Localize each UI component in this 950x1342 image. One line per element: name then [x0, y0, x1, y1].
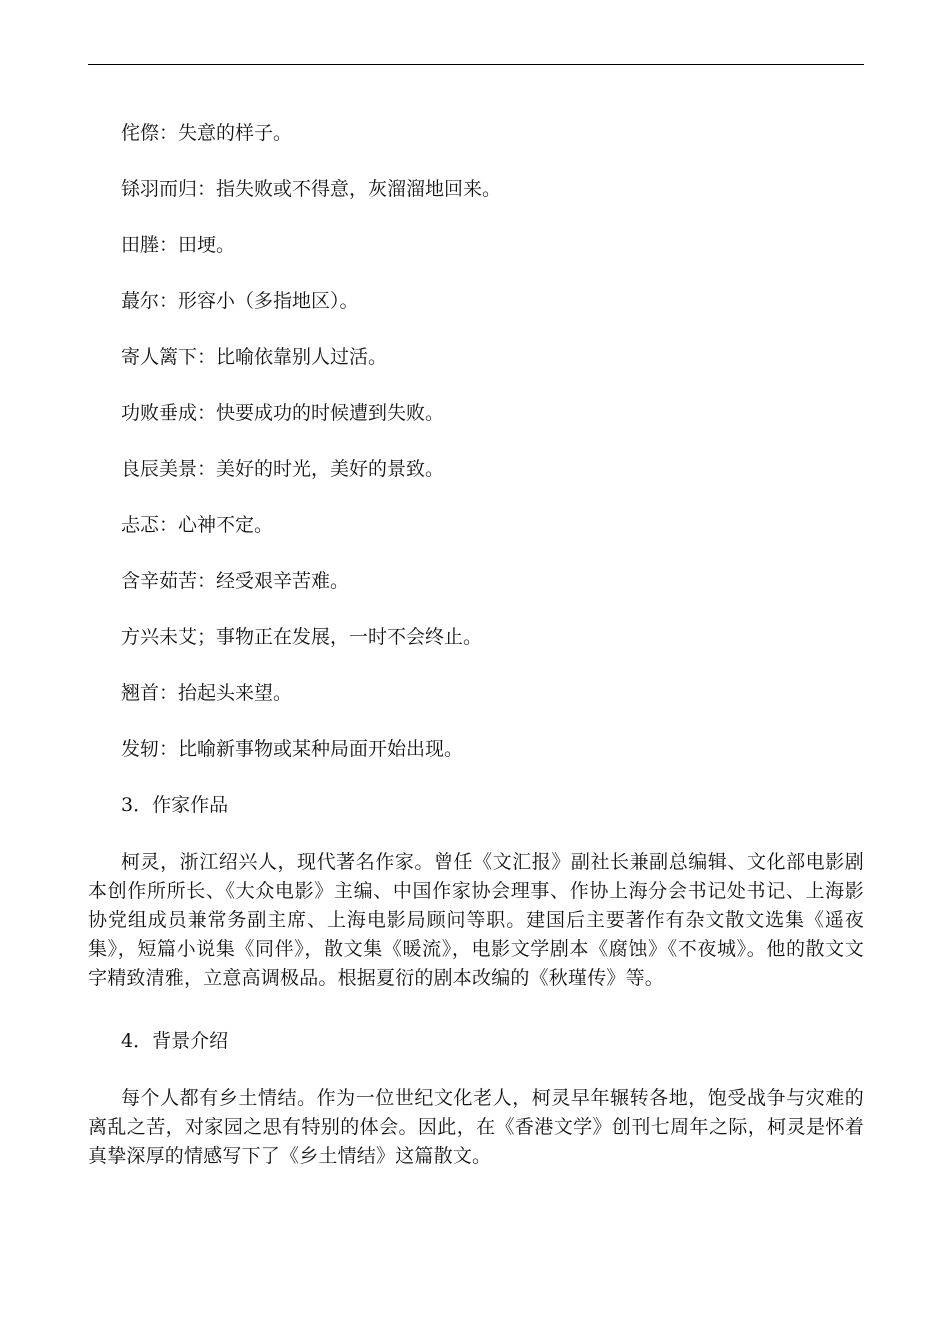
page-content	[88, 120, 864, 1206]
vocab-item: 蕞尔：形容小（多指地区）。	[121, 290, 359, 312]
vocab-item: 翘首：抬起头来望。	[121, 682, 293, 704]
vocab-item: 含辛茹苦：经受艰辛苦难。	[121, 570, 350, 592]
vocab-item: 铩羽而归：指失败或不得意，灰溜溜地回来。	[121, 178, 502, 200]
author-works-paragraph: 柯灵，浙江绍兴人，现代著名作家。曾任《文汇报》副社长兼副总编辑、文化部电影剧本创作所所长、《大众电影》主编、中国作家协会理事、作协上海分会书记处书记、上海影协党组成员兼常务副主席、上海电影局顾问等职。建国后主要著作有杂文散文选集《遥夜集》，短篇小说集《同伴》，散文集《暖流》，电影文学剧本《腐蚀》《不夜城》。他的散文文字精致清雅，立意高调极品。根据夏衍的剧本改编的《秋瑾传》等。	[88, 851, 864, 989]
vocab-list	[88, 120, 864, 762]
vocab-item: 方兴未艾；事物正在发展，一时不会终止。	[121, 626, 483, 648]
section-heading-background: 4．背景介绍	[121, 1030, 229, 1052]
background-paragraph: 每个人都有乡土情结。作为一位世纪文化老人，柯灵早年辗转各地，饱受战争与灾难的离乱之苦，对家园之思有特别的体会。因此，在《香港文学》创刊七周年之际，柯灵是怀着真挚深厚的情感写下了《乡土情结》这篇散文。	[88, 1087, 864, 1167]
vocab-item: 侘傺：失意的样子。	[121, 122, 293, 144]
vocab-item: 寄人篱下：比喻依靠别人过活。	[121, 346, 388, 368]
vocab-item: 良辰美景：美好的时光，美好的景致。	[121, 458, 445, 480]
vocab-item: 田塍：田埂。	[121, 234, 236, 256]
vocab-item: 功败垂成：快要成功的时候遭到失败。	[121, 402, 445, 424]
header-rule	[88, 64, 864, 65]
vocab-item: 发轫：比喻新事物或某种局面开始出现。	[121, 738, 464, 760]
section-heading-author-works: 3．作家作品	[121, 794, 229, 816]
vocab-item: 忐忑：心神不定。	[121, 514, 274, 536]
